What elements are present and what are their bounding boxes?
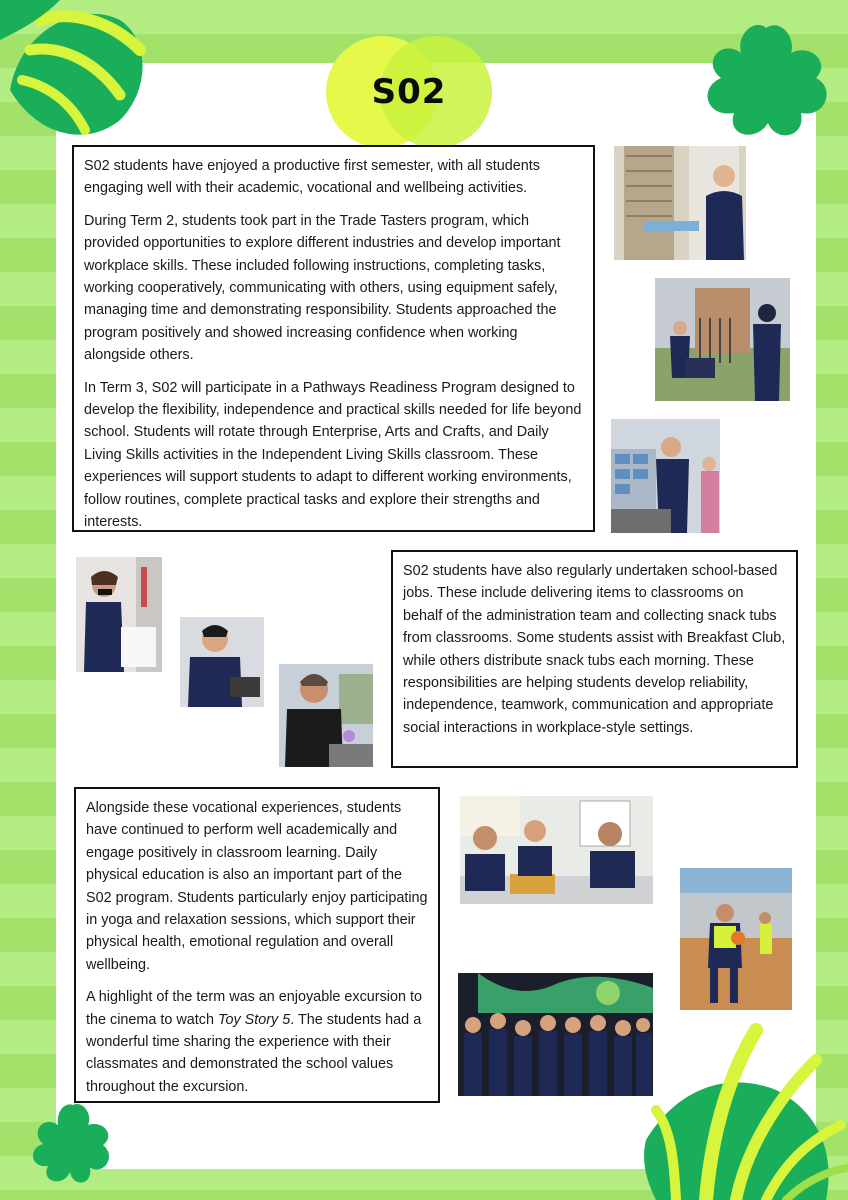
leaf-decoration-top-left: [0, 0, 160, 150]
leaf-decoration-top-right: [696, 18, 836, 148]
photo-delivery-doorway: [614, 146, 746, 260]
excursion-paragraph: A highlight of the term was an enjoyable excursion to the cinema to watch Toy Story 5. The students had a wonderful time sharing the experience with their classmates and demonstrated the school values throughout the excursion.: [86, 989, 422, 1095]
movie-title: Toy Story 5: [217, 1011, 291, 1028]
intro-text-box: [72, 145, 595, 532]
school-jobs-text-box: [391, 550, 798, 768]
academic-text-box: [74, 787, 440, 1103]
photo-trolley-outdoors: [655, 278, 790, 401]
photo-student-smiling: [180, 617, 264, 707]
academic-paragraph: Alongside these vocational experiences, students have continued to perform well academically and engage positively in classroom learning. Daily physical education is also an important part of the S02 program. Students particularly enjoy participating in yoga and relaxation sessions, which support their physical health, emotional regulation and overall wellbeing.: [86, 800, 428, 973]
photo-gym-basketball: [680, 868, 792, 1010]
photo-student-serving: [279, 664, 373, 767]
intro-paragraph-2: During Term 2, students took part in the Trade Tasters program, which provided opportunities to explore different industries and develop important workplace skills. These included following instructions, completing tasks, working cooperatively, communicating with others, using equipment safely, managing time and demonstrating responsibility. Students approached the program positively and showed increasing confidence when working alongside others.: [84, 212, 561, 364]
photo-student-sorting: [76, 557, 162, 672]
page-title: S02: [371, 72, 447, 112]
title-badge: [324, 34, 494, 150]
photo-kitchen-prep: [611, 419, 720, 533]
photo-classroom-boardgame: [460, 796, 653, 904]
photo-cinema-group: [458, 973, 653, 1096]
leaf-decoration-bottom-right: [636, 1000, 848, 1200]
jobs-paragraph: S02 students have also regularly undertaken school-based jobs. These include delivering items to classrooms on behalf of the administration team and collecting snack tubs from classrooms. Some students assist with Breakfast Club, while others distribute snack tubs each morning. These responsibilities are helping students develop reliability, independence, teamwork, communication and appropriate social interactions in workplace-style settings.: [403, 563, 786, 736]
leaf-decoration-bottom-left: [28, 1100, 118, 1190]
intro-paragraph-3: In Term 3, S02 will participate in a Pathways Readiness Program designed to develop the flexibility, independence and practical skills needed for life beyond school. Students will rotate through Enterprise, Arts and Crafts, and Daily Living Skills activities in the Independent Living Skills classroom. These experiences will support students to adapt to different working environments, follow routines, complete practical tasks and explore their strengths and interests.: [84, 379, 582, 531]
intro-paragraph-1: S02 students have enjoyed a productive first semester, with all students engaging well with their academic, vocational and wellbeing activities.: [84, 158, 540, 197]
